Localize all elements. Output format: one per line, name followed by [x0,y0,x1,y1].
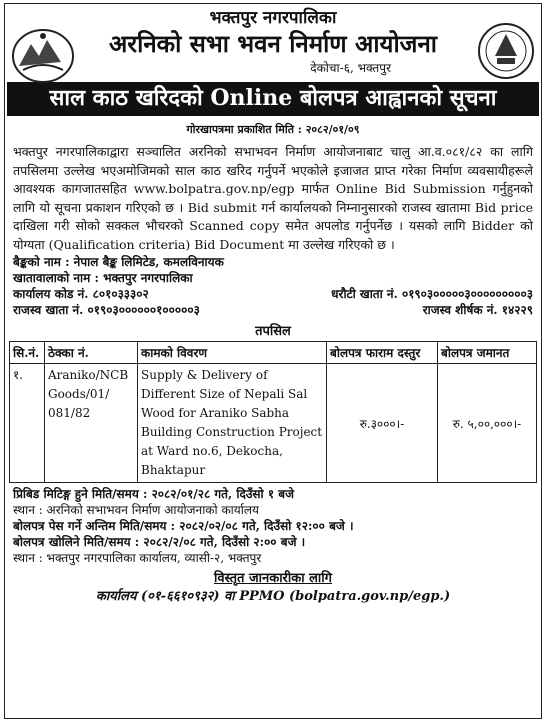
committee-name: अरनिको सभा भवन निर्माण आयोजना [108,29,438,58]
opening-place: स्थान : भक्तपुर नगरपालिका कार्यालय, व्यासी-२, भक्तपुर [13,551,262,565]
bank-name: बैङ्कको नाम : नेपाल बैङ्क लिमिटेड, कमलविनायक [13,255,224,269]
prebid-place: स्थान : अरनिको सभाभवन निर्माण आयोजनाको कार्यालय [13,503,259,517]
schedule-title: तपसिल [255,324,291,339]
office-code: कार्यालय कोड नं. ८०१०३३३०२ [13,287,149,301]
office-code-row [13,286,533,302]
row-fee: रु.३०००।- [327,364,438,483]
detail-title: विस्तृत जानकारीका लागि [213,571,332,586]
municipality-emblem-icon [11,26,75,84]
committee-seal-icon [477,22,535,80]
col-fee: बोलपत्र फाराम दस्तुर [327,342,438,364]
deposit-account: धरौटी खाता नं. ०१९०३०००००३०००००००००३ [331,287,533,301]
row-sn: १. [10,364,45,483]
office-address: देकोचा-६, भक्तपुर [310,61,391,75]
notice-body: भक्तपुर नगरपालिकाद्वारा सञ्चालित अरनिको सभाभवन निर्माण आयोजनाबाट चालु आ.व.०८१/८२ का लागि तपसिलमा उल्लेख भएअमोजिमको साल काठ खरिद गर्नुपर्ने भएकोले इजाजत प्राप्त गरेका निर्माण व्यवसायीहरूले आवश्यक कागजातसहित www.bolpatra.gov.np/egp मार्फत Online Bid Submission गर्नुहुनको लागि यो सूचना प्रकाशन गरिएको छ । Bid submit गर्न कार्यालयको निम्नानुसारको राजस्व खातामा Bid price दाखिला गरी सोको सक्कल भौचरको Scanned copy समेत अपलोड गर्नुपर्नेछ । यसको लागि Bidder को योग्यता (Qualification criteria) Bid Document मा उल्लेख गरिएको छ । [13,144,533,252]
row-contract: Araniko/NCB Goods/01/ 081/82 [45,364,138,483]
bid-opening: बोलपत्र खोलिने मिति/समय : २०८२/२/०८ गते, दिउँसो २:०० बजे । [13,535,306,549]
footer-info [5,486,541,566]
col-description: कामको विवरण [138,342,327,364]
schedule-table [9,341,537,483]
row-security: रु. ५,००,०००।- [438,364,537,483]
table-row [10,364,537,483]
publication-date: गोरखापत्रमा प्रकाशित मिति : २०८२/०१/०९ [186,123,360,136]
revenue-row [13,302,533,318]
col-sn: सि.नं. [10,342,45,364]
revenue-account: राजस्व खाता नं. ०१९०३००००००१०००००३ [13,303,200,317]
municipality-name: भक्तपुर नगरपालिका [209,8,337,28]
col-security: बोलपत्र जमानत [438,342,537,364]
submission-deadline: बोलपत्र पेस गर्ने अन्तिम मिति/समय : २०८२/०२/०८ गते, दिउँसो १२:०० बजे । [13,519,354,533]
notice-title-banner: साल काठ खरिदको Online बोलपत्र आह्वानको सूचना [7,82,539,116]
revenue-heading: राजस्व शीर्षक नं. १४२२९ [422,303,533,317]
bank-info [5,254,541,318]
prebid-meeting: प्रिबिड मिटिङ्ग हुने मिति/समय : २०८२/०१/२८ गते, दिउँसो १ बजे [13,487,295,501]
row-description: Supply & Delivery of Different Size of Nepali Sal Wood for Araniko Sabha Building Construction Project at Ward no.6, Dekocha, Bhaktapur [138,364,327,483]
col-contract: ठेक्का नं. [45,342,138,364]
account-holder: खातावालाको नाम : भक्तपुर नगरपालिका [13,271,193,285]
table-header-row [10,342,537,364]
office-contact: कार्यालय (०१-६६१०९३२) वा PPMO (bolpatra.gov.np/egp.) [95,589,451,604]
notice-page [4,3,542,719]
